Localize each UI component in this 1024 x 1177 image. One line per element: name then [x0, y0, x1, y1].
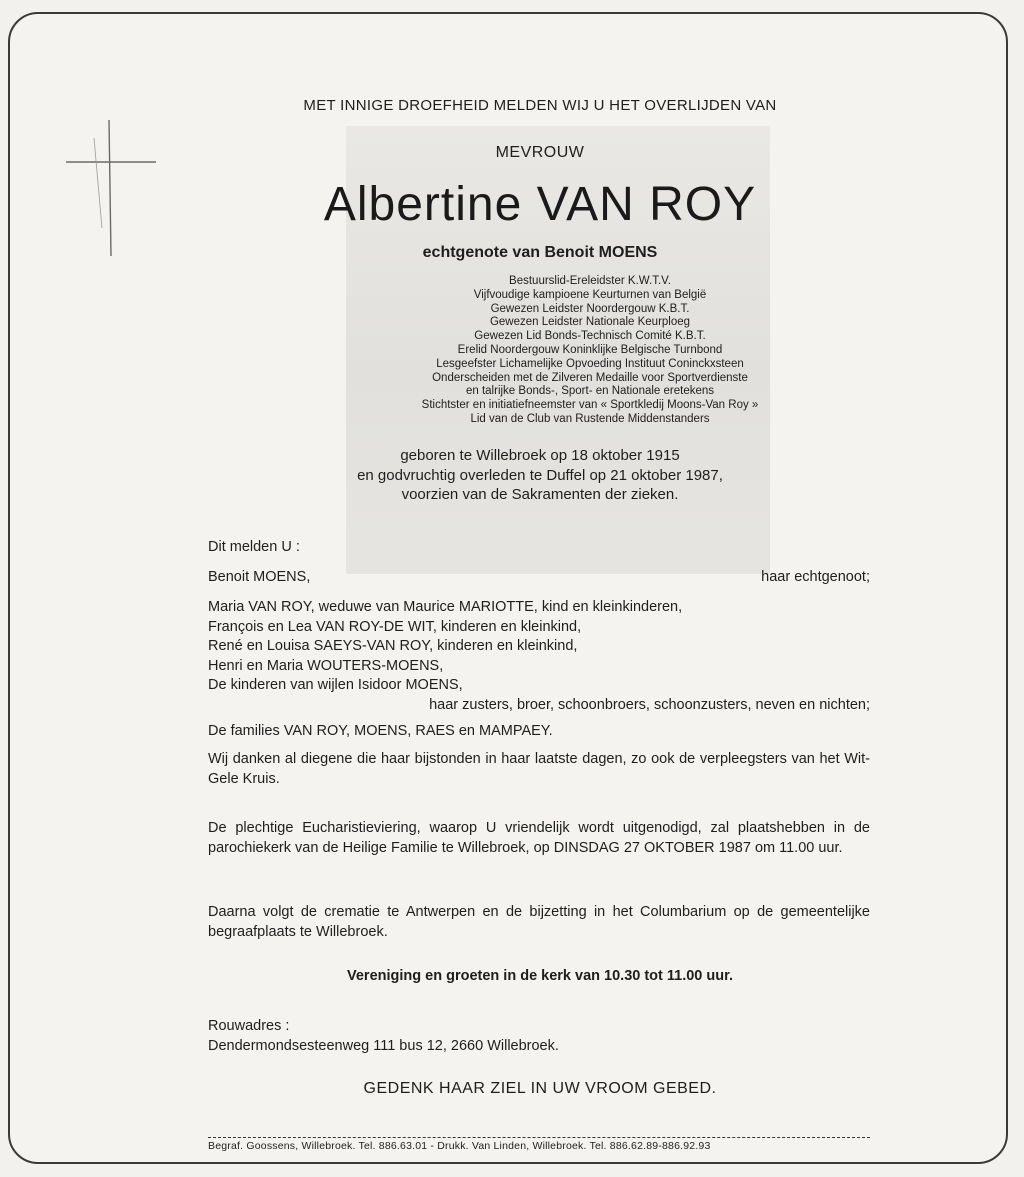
- service-text: De plechtige Eucharistieviering, waarop U vriendelijk wordt uitgenodigd, zal plaatshebben in de parochiekerk van de Heilige Familie te Willebroek, op DINSDAG 27 OKTOBER 1987 om 11.00 uur.: [208, 820, 870, 856]
- title-line: en talrijke Bonds-, Sport- en Nationale eretekens: [465, 385, 715, 398]
- family-line: Henri en Maria WOUTERS-MOENS,: [208, 657, 444, 674]
- condolences-line: Vereniging en groeten in de kerk van 10.30 tot 11.00 uur.: [346, 968, 733, 984]
- families-line: De families VAN ROY, MOENS, RAES en MAMPAEY.: [208, 723, 553, 739]
- title-line: Vijfvoudige kampioene Keurturnen van België: [473, 288, 707, 301]
- footer-divider: [208, 1137, 870, 1138]
- service-paragraph: [208, 819, 870, 858]
- title-line: Bestuurslid-Ereleidster K.W.T.V.: [509, 275, 671, 287]
- title-line: Lid van de Club van Rustende Middenstanders: [470, 412, 710, 425]
- title-line: Lesgeefster Lichamelijke Opvoeding Instituut Coninckxsteen: [436, 357, 744, 370]
- sacraments-line: voorzien van de Sakramenten der zieken.: [401, 486, 679, 503]
- family-line: François en Lea VAN ROY-DE WIT, kinderen en kleinkind,: [208, 618, 582, 635]
- husband-name: Benoit MOENS,: [208, 569, 311, 585]
- title-line: Erelid Noordergouw Koninklijke Belgische Turnbond: [457, 343, 723, 356]
- cremation-paragraph: [208, 903, 870, 942]
- thanks-text: Wij danken al diegene die haar bijstonden in haar laatste dagen, zo ook de verpleegsters van het Wit-Gele Kruis.: [208, 751, 870, 787]
- birth-death-info: [0, 446, 1024, 505]
- family-line: Maria VAN ROY, weduwe van Maurice MARIOTTE, kind en kleinkinderen,: [208, 599, 683, 615]
- address-text: Dendermondsesteenweg 111 bus 12, 2660 Willebroek.: [208, 1037, 559, 1054]
- family-line: René en Louisa SAEYS-VAN ROY, kinderen en kleinkind,: [208, 638, 578, 654]
- printer-footer: Begraf. Goossens, Willebroek. Tel. 886.63.01 - Drukk. Van Linden, Willebroek. Tel. 886.62.89-886.92.93: [208, 1140, 711, 1152]
- title-line: Stichtster en initiatiefneemster van « Sportkledij Moons-Van Roy »: [421, 399, 759, 412]
- address-label: Rouwadres :: [208, 1018, 290, 1034]
- title-line: Onderscheiden met de Zilveren Medaille voor Sportverdienste: [432, 371, 748, 384]
- announcers-intro: Dit melden U :: [208, 539, 300, 555]
- death-line: en godvruchtig overleden te Duffel op 21 oktober 1987,: [357, 466, 723, 484]
- thanks-paragraph: [208, 750, 870, 789]
- spouse-line: echtgenote van Benoit MOENS: [422, 244, 658, 261]
- announcement: MET INNIGE DROEFHEID MELDEN WIJ U HET OVERLIJDEN VAN: [303, 97, 777, 114]
- family-line: De kinderen van wijlen Isidoor MOENS,: [208, 677, 463, 693]
- prayer-line: GEDENK HAAR ZIEL IN UW VROOM GEBED.: [363, 1080, 717, 1097]
- family-list: [208, 598, 870, 715]
- titles-list: [0, 275, 1024, 427]
- cremation-text: Daarna volgt de crematie te Antwerpen en de bijzetting in het Columbarium op de gemeentelijke begraafplaats te Willebroek.: [208, 904, 870, 940]
- address-block: [208, 1017, 870, 1056]
- family-close-line: haar zusters, broer, schoonbroers, schoonzusters, neven en nichten;: [429, 696, 870, 713]
- birth-line: geboren te Willebroek op 18 oktober 1915: [400, 447, 680, 464]
- title-line: Gewezen Leidster Noordergouw K.B.T.: [490, 302, 690, 315]
- husband-role: haar echtgenoot;: [761, 569, 870, 585]
- deceased-name: Albertine VAN ROY: [323, 178, 757, 231]
- title-line: Gewezen Lid Bonds-Technisch Comité K.B.T.: [474, 330, 706, 343]
- title-line: Gewezen Leidster Nationale Keurploeg: [489, 316, 691, 329]
- salutation: MEVROUW: [495, 144, 585, 161]
